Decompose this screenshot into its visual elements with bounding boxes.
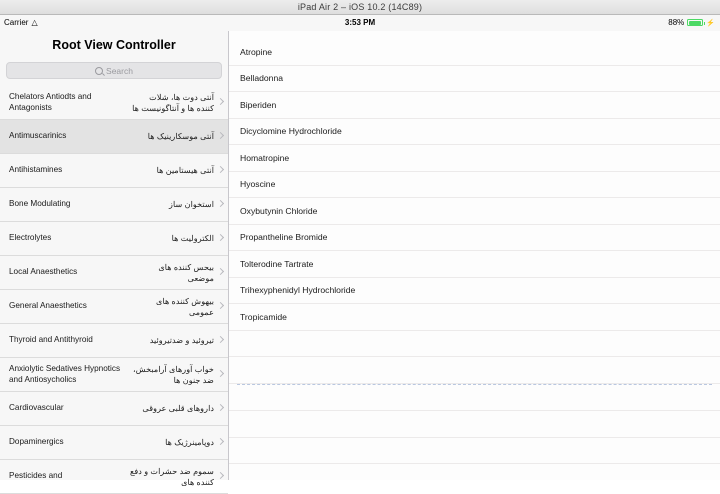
search-placeholder: Search: [106, 65, 133, 76]
category-row[interactable]: [0, 188, 228, 222]
category-list[interactable]: [0, 86, 228, 487]
status-bar-clock: 3:53 PM: [344, 18, 376, 27]
chevron-right-icon: [217, 200, 224, 207]
category-label-en: Antihistamines: [9, 165, 63, 175]
category-label-fa: داروهای قلبی عروقی: [142, 404, 214, 413]
chevron-right-icon: [217, 472, 224, 479]
chevron-right-icon: [217, 166, 224, 173]
category-label-en: Dopaminergics: [9, 437, 64, 447]
category-row[interactable]: [0, 290, 228, 324]
category-label-en: Electrolytes: [9, 233, 52, 243]
drug-row[interactable]: Homatropine: [229, 145, 720, 172]
drug-row[interactable]: Atropine: [229, 39, 720, 66]
category-row[interactable]: [0, 460, 228, 494]
drug-row[interactable]: Hyoscine: [229, 172, 720, 199]
battery-percent-label: 88%: [668, 18, 685, 27]
category-label-fa: الکترولیت ها: [171, 234, 214, 243]
category-label-fa: استخوان ساز: [169, 200, 214, 209]
empty-row: [229, 331, 720, 358]
empty-row: [229, 411, 720, 438]
chevron-right-icon: [217, 268, 224, 275]
split-view: [0, 31, 720, 487]
empty-row: [229, 438, 720, 465]
simulator-titlebar: [0, 0, 720, 15]
search-input[interactable]: [6, 62, 222, 79]
category-label-en: Antimuscarinics: [9, 131, 67, 141]
category-label-en: General Anaesthetics: [9, 301, 87, 311]
drug-list[interactable]: [229, 39, 720, 480]
category-label-fa: دوپامینرژیک ها: [165, 438, 214, 447]
status-bar-right: [668, 18, 715, 27]
detail-pane: [229, 31, 720, 480]
category-label-fa: آنتی هیستامین ها: [156, 166, 214, 175]
category-label-fa: بیحس کننده های موضعی: [158, 262, 214, 283]
drug-row[interactable]: Belladonna: [229, 66, 720, 93]
chevron-right-icon: [217, 98, 224, 105]
category-label-en: Anxiolytic Sedatives Hypnotics and Antiosycholics: [9, 364, 121, 384]
chevron-right-icon: [217, 438, 224, 445]
drug-row[interactable]: Tropicamide: [229, 304, 720, 331]
empty-row: [229, 385, 720, 412]
category-row[interactable]: [0, 392, 228, 426]
battery-fill: [689, 21, 701, 25]
category-label-fa: تیروئید و ضدتیروئید: [149, 336, 214, 345]
chevron-right-icon: [217, 404, 224, 411]
category-row[interactable]: [0, 86, 228, 120]
category-row[interactable]: [0, 358, 228, 392]
category-row[interactable]: [0, 324, 228, 358]
category-label-en: Bone Modulating: [9, 199, 71, 209]
category-label-en: Pesticides and: [9, 471, 63, 481]
empty-row: [229, 357, 720, 384]
chevron-right-icon: [217, 370, 224, 377]
simulator-window-title: iPad Air 2 – iOS 10.2 (14C89): [297, 2, 423, 12]
search-icon: [95, 67, 103, 75]
category-label-en: Chelators Antiodts and Antagonists: [9, 92, 92, 112]
category-row[interactable]: [0, 222, 228, 256]
chevron-right-icon: [217, 302, 224, 309]
drug-row[interactable]: Oxybutynin Chloride: [229, 198, 720, 225]
category-label-fa: خواب آورهای آرامبخش، ضد جنون ها: [133, 364, 214, 385]
chevron-right-icon: [217, 234, 224, 241]
category-row[interactable]: [0, 154, 228, 188]
ios-status-bar: [0, 15, 720, 31]
category-label-en: Thyroid and Antithyroid: [9, 335, 93, 345]
page-title: Root View Controller: [0, 31, 228, 59]
category-label-fa: سموم ضد حشرات و دفع کننده های: [130, 466, 214, 487]
drug-row[interactable]: Tolterodine Tartrate: [229, 251, 720, 278]
chevron-right-icon: [217, 336, 224, 343]
drug-row[interactable]: Dicyclomine Hydrochloride: [229, 119, 720, 146]
drug-row[interactable]: Propantheline Bromide: [229, 225, 720, 252]
category-label-fa: آنتی موسکارینیک ها: [147, 132, 214, 141]
drug-row[interactable]: Biperiden: [229, 92, 720, 119]
category-label-en: Cardiovascular: [9, 403, 64, 413]
lightning-bolt-icon: ⚡: [706, 19, 715, 27]
category-row[interactable]: [0, 426, 228, 460]
category-label-en: Local Anaesthetics: [9, 267, 78, 277]
category-row[interactable]: [0, 256, 228, 290]
chevron-right-icon: [217, 132, 224, 139]
battery-icon: [687, 19, 703, 26]
wifi-icon: △: [31, 17, 38, 27]
drug-row[interactable]: Trihexyphenidyl Hydrochloride: [229, 278, 720, 305]
carrier-label: Carrier: [4, 18, 29, 27]
category-label-fa: آنتی دوت ها، شلات کننده ها و آنتاگونیست ها: [132, 92, 214, 113]
category-row[interactable]: [0, 120, 228, 154]
category-label-fa: بیهوش کننده های عمومی: [156, 296, 214, 317]
search-bar[interactable]: [0, 59, 228, 85]
master-pane: [0, 31, 229, 487]
